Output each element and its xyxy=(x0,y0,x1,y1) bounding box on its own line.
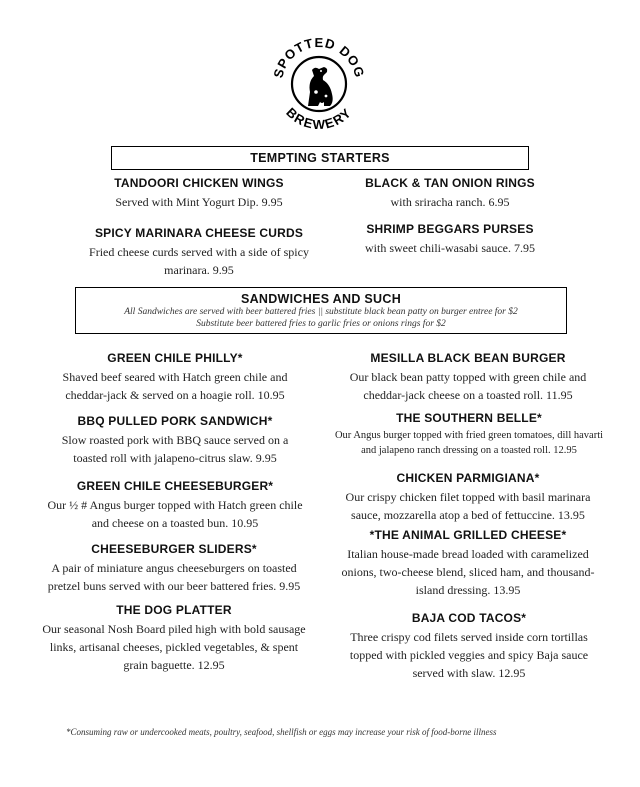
starters-title: TEMPTING STARTERS xyxy=(250,151,390,165)
item-description: Our ½ # Angus burger topped with Hatch green chile and cheese on a toasted bun. 10.95 xyxy=(47,498,303,530)
item-name: CHEESEBURGER SLIDERS* xyxy=(91,542,257,556)
item-description: Served with Mint Yogurt Dip. 9.95 xyxy=(115,195,283,209)
svg-text:BREWERY: BREWERY xyxy=(283,104,355,130)
menu-item xyxy=(44,479,306,532)
item-description: A pair of miniature angus cheeseburgers on toasted pretzel buns served with our beer battered fries. 9.95 xyxy=(47,561,301,593)
sandwiches-title: SANDWICHES AND SUCH xyxy=(240,291,402,306)
item-description: Slow roasted pork with BBQ sauce served on a toasted roll with jalapeno-citrus slaw. 9.95 xyxy=(61,433,289,465)
menu-item xyxy=(340,471,596,524)
item-name: MESILLA BLACK BEAN BURGER xyxy=(370,351,566,365)
menu-item xyxy=(48,351,302,404)
menu-item xyxy=(336,528,600,599)
item-name: BBQ PULLED PORK SANDWICH* xyxy=(77,414,273,428)
item-description: Our black bean patty topped with green chile and cheddar-jack cheese on a toasted roll. 11.95 xyxy=(349,370,587,402)
item-name: BLACK & TAN ONION RINGS xyxy=(365,176,535,190)
menu-item xyxy=(348,176,552,211)
item-name: THE SOUTHERN BELLE* xyxy=(396,411,542,425)
menu-item xyxy=(348,222,552,257)
menu-item xyxy=(48,414,302,467)
item-description: Shaved beef seared with Hatch green chile and cheddar-jack & served on a hoagie roll. 10.95 xyxy=(62,370,288,402)
menu-item xyxy=(40,603,308,674)
item-name: *THE ANIMAL GRILLED CHEESE* xyxy=(369,528,567,542)
item-description: Our seasonal Nosh Board piled high with bold sausage links, artisanal cheeses, pickled vegetables, & spent grain baguette. 12.95 xyxy=(42,622,306,672)
item-description: with sriracha ranch. 6.95 xyxy=(390,195,510,209)
svg-text:SPOTTED DOG: SPOTTED DOG xyxy=(270,34,368,80)
item-name: GREEN CHILE CHEESEBURGER* xyxy=(76,479,274,493)
menu-item xyxy=(82,226,316,279)
item-name: BAJA COD TACOS* xyxy=(411,611,527,625)
sandwiches-header-box xyxy=(75,287,567,334)
item-description: Our crispy chicken filet topped with basil marinara sauce, mozzarella atop a bed of fettuccine. 13.95 xyxy=(345,490,591,522)
menu-item xyxy=(340,351,596,404)
item-name: SPICY MARINARA CHEESE CURDS xyxy=(94,226,304,240)
item-description: Fried cheese curds served with a side of spicy marinara. 9.95 xyxy=(89,245,309,277)
menu-item xyxy=(92,176,306,211)
item-name: GREEN CHILE PHILLY* xyxy=(107,351,243,365)
sandwiches-note: All Sandwiches are served with beer battered fries || substitute black bean patty on burger entree for $2 xyxy=(124,306,518,317)
food-safety-disclaimer: *Consuming raw or undercooked meats, poultry, seafood, shellfish or eggs may increase your risk of food-borne illness xyxy=(66,727,497,737)
item-description: with sweet chili-wasabi sauce. 7.95 xyxy=(365,241,535,255)
item-description: Three crispy cod filets served inside corn tortillas topped with pickled veggies and spicy Baja sauce served with slaw. 12.95 xyxy=(349,630,589,680)
item-name: CHICKEN PARMIGIANA* xyxy=(396,471,540,485)
item-name: SHRIMP BEGGARS PURSES xyxy=(366,222,534,236)
item-description: Italian house-made bread loaded with caramelized onions, two-cheese blend, sliced ham, and thousand-island dressing. 13.95 xyxy=(341,547,595,597)
sandwiches-note: Substitute beer battered fries to garlic fries or onions rings for $2 xyxy=(196,318,446,329)
brewery-logo xyxy=(262,32,376,130)
menu-item xyxy=(334,611,604,682)
starters-header-box xyxy=(111,146,529,170)
item-description: Our Angus burger topped with fried green tomatoes, dill havarti and jalapeno ranch dressing on a toasted roll. 12.95 xyxy=(334,430,604,456)
item-name: TANDOORI CHICKEN WINGS xyxy=(114,176,284,190)
menu-item xyxy=(36,542,312,595)
menu-item xyxy=(334,411,604,458)
item-name: THE DOG PLATTER xyxy=(116,603,232,617)
